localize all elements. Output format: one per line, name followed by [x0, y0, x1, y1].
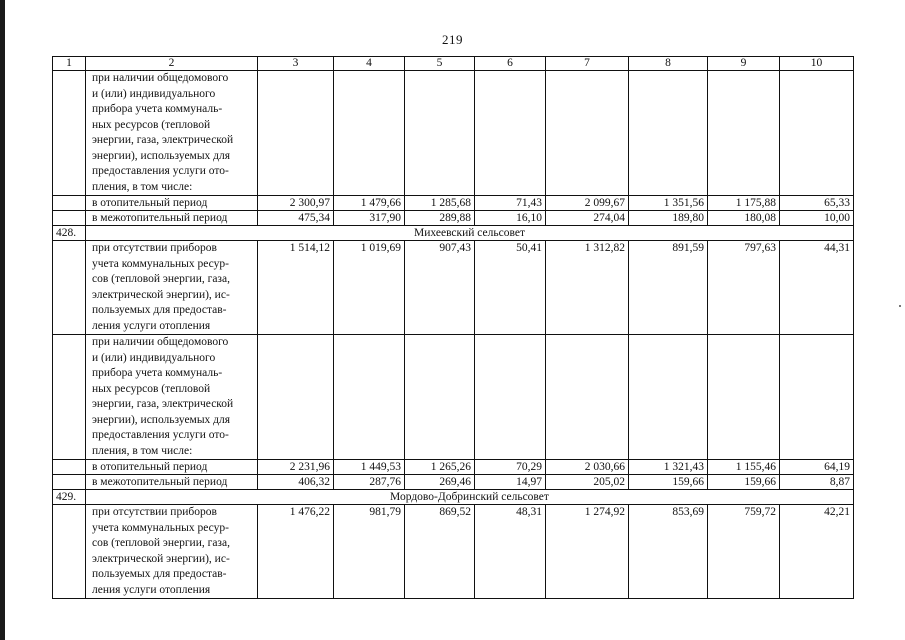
page-number: 219 — [442, 32, 463, 47]
value-cell: 159,66 — [708, 475, 780, 490]
column-number-8: 8 — [629, 57, 708, 71]
scan-edge — [0, 0, 5, 640]
description-line: ления услуги отопления — [92, 583, 211, 596]
value-cell: 869,52 — [405, 505, 475, 599]
value-cell: 891,59 — [629, 241, 708, 335]
value-cell: 1 285,68 — [405, 196, 475, 211]
row-description — [86, 241, 258, 335]
value-cell — [405, 71, 475, 196]
column-number-4: 4 — [334, 57, 405, 71]
description-line: сов (тепловой энергии, газа, — [92, 537, 230, 549]
value-cell: 50,41 — [475, 241, 546, 335]
column-number-2: 2 — [86, 57, 258, 71]
value-cell: 2 231,96 — [258, 460, 334, 475]
value-cell: 2 300,97 — [258, 196, 334, 211]
value-cell: 1 019,69 — [334, 241, 405, 335]
row-number — [53, 475, 86, 490]
table-row — [53, 490, 854, 505]
description-line: учета коммунальных ресур- — [92, 257, 229, 270]
description-line: энергии), используемых для — [92, 149, 231, 162]
value-cell: 475,34 — [258, 211, 334, 226]
table-row — [53, 71, 854, 196]
description-line: электрической энергии), ис- — [92, 552, 230, 565]
row-number — [53, 196, 86, 211]
value-cell: 1 476,22 — [258, 505, 334, 599]
value-cell — [475, 335, 546, 460]
table-row — [53, 211, 854, 226]
row-number — [53, 71, 86, 196]
description-line: и (или) индивидуального — [92, 87, 216, 100]
value-cell: 1 175,88 — [708, 196, 780, 211]
value-cell: 269,46 — [405, 475, 475, 490]
value-cell: 406,32 — [258, 475, 334, 490]
value-cell: 10,00 — [780, 211, 854, 226]
value-cell: 1 155,46 — [708, 460, 780, 475]
tariff-table — [52, 56, 854, 599]
value-cell: 2 099,67 — [546, 196, 629, 211]
column-numbers-row — [53, 57, 854, 71]
table-row — [53, 460, 854, 475]
row-description: в отопительный период — [86, 196, 258, 211]
value-cell: 65,33 — [780, 196, 854, 211]
value-cell: 1 449,53 — [334, 460, 405, 475]
value-cell: 759,72 — [708, 505, 780, 599]
value-cell: 16,10 — [475, 211, 546, 226]
row-number — [53, 505, 86, 599]
value-cell: 1 321,43 — [629, 460, 708, 475]
value-cell: 797,63 — [708, 241, 780, 335]
value-cell: 205,02 — [546, 475, 629, 490]
table-row — [53, 475, 854, 490]
value-cell: 180,08 — [708, 211, 780, 226]
value-cell: 8,87 — [780, 475, 854, 490]
description-line: прибора учета коммуналь- — [92, 367, 223, 379]
value-cell: 287,76 — [334, 475, 405, 490]
value-cell: 1 514,12 — [258, 241, 334, 335]
row-description — [86, 71, 258, 196]
description-line: пления, в том числе: — [92, 444, 193, 457]
value-cell: 189,80 — [629, 211, 708, 226]
column-number-6: 6 — [475, 57, 546, 71]
value-cell: 981,79 — [334, 505, 405, 599]
column-number-3: 3 — [258, 57, 334, 71]
value-cell: 64,19 — [780, 460, 854, 475]
row-number — [53, 460, 86, 475]
value-cell: 159,66 — [629, 475, 708, 490]
column-number-10: 10 — [780, 57, 854, 71]
column-number-5: 5 — [405, 57, 475, 71]
row-description: в межотопительный период — [86, 211, 258, 226]
value-cell: 71,43 — [475, 196, 546, 211]
row-number — [53, 211, 86, 226]
value-cell — [334, 335, 405, 460]
description-line: энергии, газа, электрической — [92, 398, 234, 410]
table-row — [53, 505, 854, 599]
value-cell: 70,29 — [475, 460, 546, 475]
table-row — [53, 226, 854, 241]
section-title: Мордово-Добринский сельсовет — [86, 490, 854, 505]
value-cell: 1 265,26 — [405, 460, 475, 475]
column-number-7: 7 — [546, 57, 629, 71]
row-number — [53, 335, 86, 460]
row-description: в межотопительный период — [86, 475, 258, 490]
description-line: ления услуги отопления — [92, 319, 211, 332]
value-cell — [258, 335, 334, 460]
value-cell: 289,88 — [405, 211, 475, 226]
description-line: ных ресурсов (тепловой — [92, 118, 211, 131]
description-line: и (или) индивидуального — [92, 351, 216, 364]
value-cell: 1 312,82 — [546, 241, 629, 335]
description-line: при наличии общедомового — [92, 72, 229, 84]
section-number: 429. — [53, 490, 86, 505]
description-line: предоставления услуги ото- — [92, 165, 229, 177]
description-line: прибора учета коммуналь- — [92, 103, 223, 115]
value-cell: 853,69 — [629, 505, 708, 599]
column-number-9: 9 — [708, 57, 780, 71]
value-cell — [780, 335, 854, 460]
scan-speck — [899, 305, 901, 307]
value-cell: 907,43 — [405, 241, 475, 335]
value-cell — [708, 335, 780, 460]
value-cell: 14,97 — [475, 475, 546, 490]
description-line: ных ресурсов (тепловой — [92, 382, 211, 395]
description-line: учета коммунальных ресур- — [92, 521, 229, 534]
description-line: энергии), используемых для — [92, 413, 231, 426]
value-cell — [708, 71, 780, 196]
value-cell: 44,31 — [780, 241, 854, 335]
table-body — [53, 57, 854, 599]
description-line: пления, в том числе: — [92, 180, 193, 193]
value-cell: 42,21 — [780, 505, 854, 599]
value-cell — [546, 335, 629, 460]
section-title: Михеевский сельсовет — [86, 226, 854, 241]
value-cell — [629, 335, 708, 460]
description-line: при отсутствии приборов — [92, 242, 217, 254]
value-cell — [780, 71, 854, 196]
row-description — [86, 335, 258, 460]
description-line: при наличии общедомового — [92, 336, 229, 348]
value-cell: 1 479,66 — [334, 196, 405, 211]
value-cell: 1 351,56 — [629, 196, 708, 211]
row-number — [53, 241, 86, 335]
section-number: 428. — [53, 226, 86, 241]
value-cell — [334, 71, 405, 196]
description-line: электрической энергии), ис- — [92, 288, 230, 301]
value-cell — [405, 335, 475, 460]
value-cell: 274,04 — [546, 211, 629, 226]
value-cell — [629, 71, 708, 196]
value-cell: 48,31 — [475, 505, 546, 599]
description-line: пользуемых для предостав- — [92, 568, 227, 580]
value-cell — [475, 71, 546, 196]
column-number-1: 1 — [53, 57, 86, 71]
row-description: в отопительный период — [86, 460, 258, 475]
description-line: при отсутствии приборов — [92, 506, 217, 518]
description-line: сов (тепловой энергии, газа, — [92, 273, 230, 285]
value-cell — [546, 71, 629, 196]
description-line: пользуемых для предостав- — [92, 304, 227, 316]
table-row — [53, 196, 854, 211]
description-line: предоставления услуги ото- — [92, 429, 229, 441]
description-line: энергии, газа, электрической — [92, 134, 234, 146]
value-cell: 317,90 — [334, 211, 405, 226]
value-cell: 1 274,92 — [546, 505, 629, 599]
value-cell — [258, 71, 334, 196]
row-description — [86, 505, 258, 599]
table-row — [53, 335, 854, 460]
value-cell: 2 030,66 — [546, 460, 629, 475]
table-row — [53, 241, 854, 335]
